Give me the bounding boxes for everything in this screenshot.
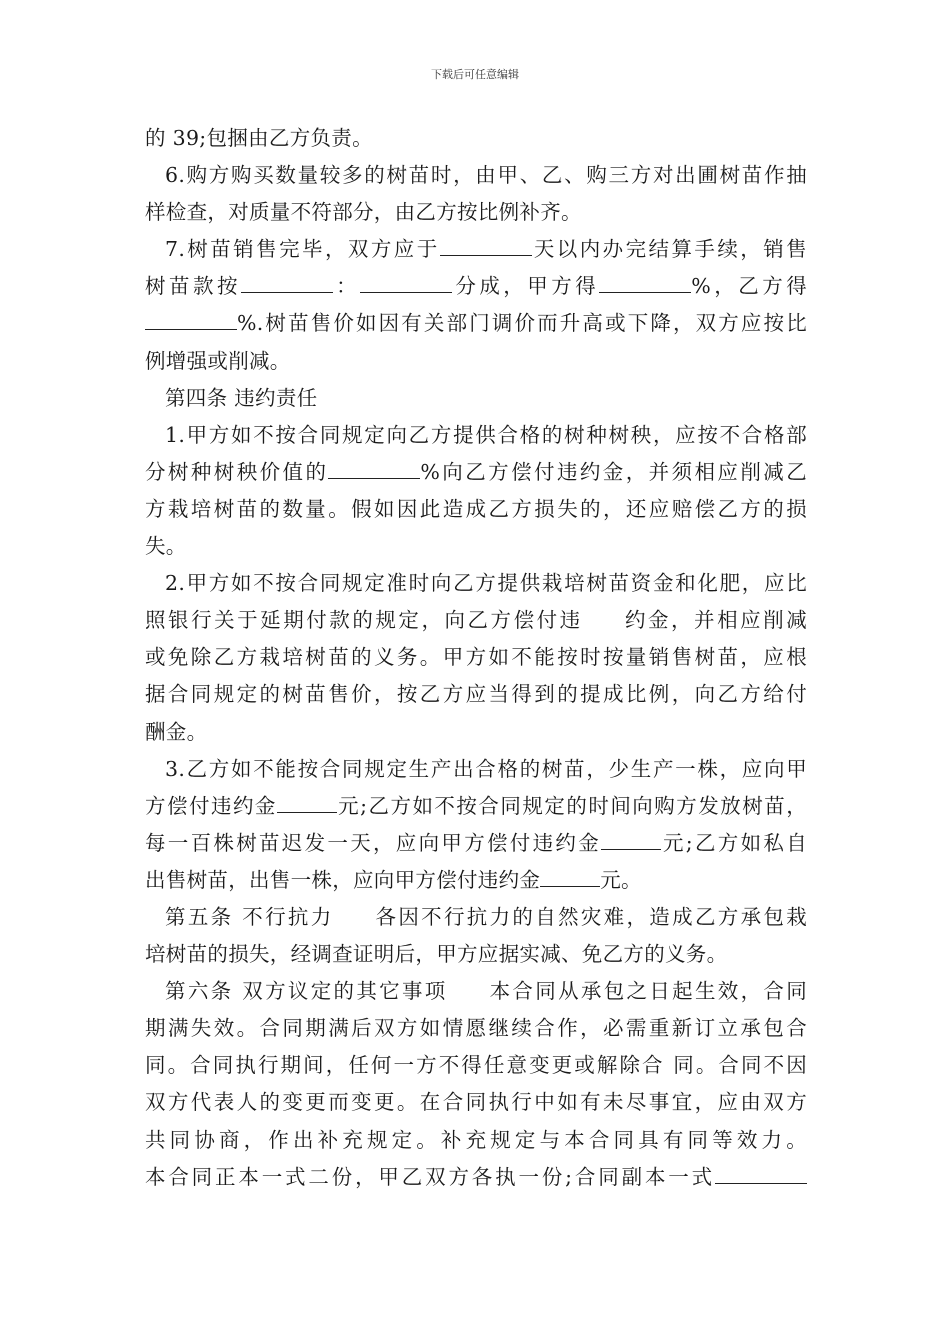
art4-clause-2-line-3: 或免除乙方栽培树苗的义务。甲方如不能按时按量销售树苗，应根	[145, 645, 807, 670]
article-6-line-3: 同。合同执行期间，任何一方不得任意变更或解除合 同。合同不因	[145, 1053, 807, 1078]
article-6-line-6: 本合同正本一式二份，甲乙双方各执一份;合同副本一式	[145, 1159, 807, 1196]
fill-blank[interactable]	[601, 831, 661, 850]
fill-blank[interactable]	[145, 311, 237, 330]
article-6-line-2: 期满失效。合同期满后双方如情愿继续合作，必需重新订立承包合	[145, 1016, 807, 1041]
clause-7-line-2: 树苗款按 ： 分成，甲方得 %，乙方得	[145, 274, 807, 299]
fill-blank[interactable]	[440, 237, 532, 256]
clause-7-line-4: 例增强或削减。	[145, 348, 291, 373]
fill-blank[interactable]	[360, 274, 452, 293]
art4-clause-3-line-1: 3.乙方如不能按合同规定生产出合格的树苗，少生产一株，应向甲	[165, 756, 807, 781]
clause-6-line-2: 样检查，对质量不符部分，由乙方按比例补齐。	[145, 200, 582, 225]
art4-clause-1-line-1: 1.甲方如不按合同规定向乙方提供合格的树种树秧，应按不合格部	[165, 422, 807, 447]
fill-blank[interactable]	[241, 274, 333, 293]
art4-clause-1-line-2: 分树种树秧价值的 %向乙方偿付违约金，并须相应削减乙	[145, 459, 807, 484]
fill-blank[interactable]	[328, 460, 420, 479]
fill-blank[interactable]	[540, 868, 600, 887]
fill-blank[interactable]	[715, 1165, 807, 1184]
article-5-line-1: 第五条 不行抗力 各因不行抗力的自然灾难，造成乙方承包栽	[165, 904, 807, 929]
art4-clause-3-line-3: 每一百株树苗迟发一天，应向甲方偿付违约金 元;乙方如私自	[145, 830, 808, 855]
contract-body	[145, 120, 807, 1196]
article-6-line-4: 双方代表人的变更而变更。在合同执行中如有未尽事宜，应由双方	[145, 1090, 807, 1115]
text-line: 的 39;包捆由乙方负责。	[145, 126, 373, 150]
art4-clause-1-line-3: 方栽培树苗的数量。假如因此造成乙方损失的，还应赔偿乙方的损	[145, 496, 807, 521]
article-5-line-2: 培树苗的损失，经调查证明后，甲方应据实减、免乙方的义务。	[145, 942, 728, 967]
page-header: 下载后可任意编辑	[431, 68, 519, 81]
article-6-line-1: 第六条 双方议定的其它事项 本合同从承包之日起生效，合同	[165, 979, 808, 1004]
clause-6-line-1: 6.购方购买数量较多的树苗时，由甲、乙、购三方对出圃树苗作抽	[165, 163, 807, 188]
fill-blank[interactable]	[599, 274, 691, 293]
clause-7-line-3: %.树苗售价如因有关部门调价而升高或下降，双方应按比	[145, 305, 807, 342]
article-4-heading: 第四条 违约责任	[165, 385, 318, 410]
clause-7-line-1: 7.树苗销售完毕，双方应于 天以内办完结算手续，销售	[165, 237, 807, 262]
art4-clause-1-line-4: 失。	[145, 534, 187, 559]
art4-clause-3-line-2: 方偿付违约金 元;乙方如不按合同规定的时间向购方发放树苗，	[145, 793, 807, 818]
article-6-line-5: 共同协商，作出补充规定。补充规定与本合同具有同等效力。	[145, 1127, 807, 1152]
art4-clause-2-line-4: 据合同规定的树苗售价，按乙方应当得到的提成比例，向乙方给付	[145, 682, 807, 707]
art4-clause-3-line-4: 出售树苗，出售一株，应向甲方偿付违约金 元。	[145, 867, 642, 892]
fill-blank[interactable]	[277, 794, 337, 813]
art4-clause-2-line-2: 照银行关于延期付款的规定，向乙方偿付违 约金，并相应削减	[145, 608, 807, 633]
art4-clause-2-line-5: 酬金。	[145, 719, 208, 744]
art4-clause-2-line-1: 2.甲方如不按合同规定准时向乙方提供栽培树苗资金和化肥，应比	[165, 571, 807, 596]
